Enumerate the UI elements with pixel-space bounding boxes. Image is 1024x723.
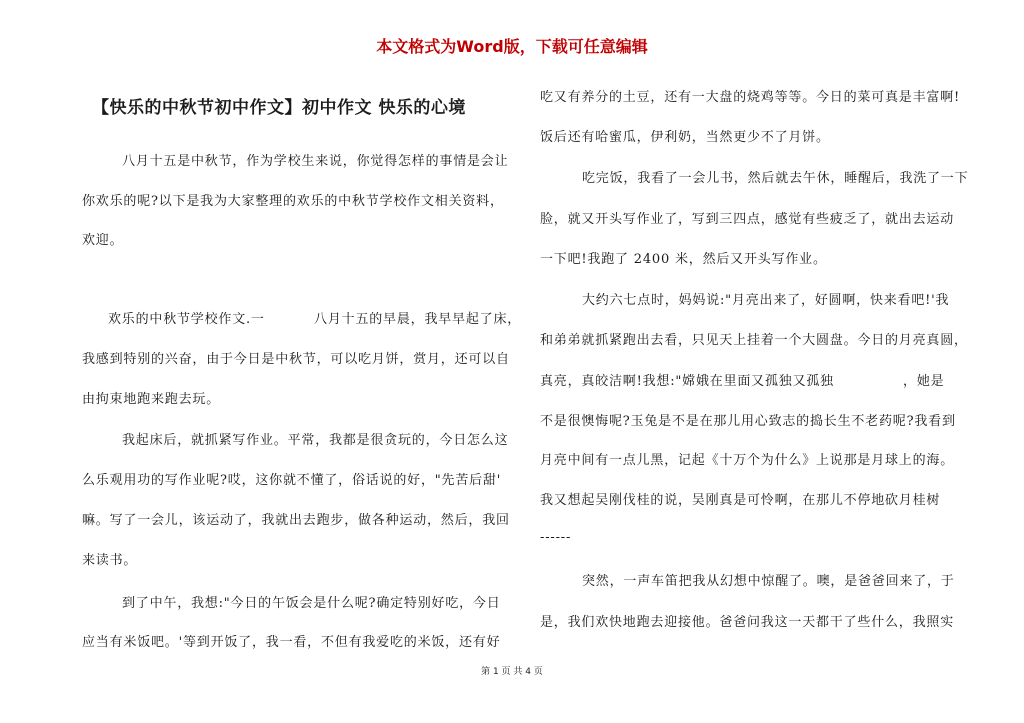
text-line: 饭后还有哈蜜瓜，伊利奶，当然更少不了月饼。: [540, 130, 830, 145]
format-banner: 本文格式为Word版，下载可任意编辑: [376, 37, 648, 56]
text-line: 么乐观用功的写作业呢?哎，这你就不懂了，俗话说的好，"先苦后甜': [82, 473, 502, 488]
page-number: 第 1 页 共 4 页: [481, 667, 543, 677]
text-line: 真亮，真皎洁啊!我想:"嫦娥在里面又孤独又孤独 ，她是: [540, 374, 945, 389]
text-line: 月亮中间有一点儿黑，记起《十万个为什么》上说那是月球上的海。: [540, 453, 955, 468]
text-line: 一下吧!我跑了 2400 米，然后又开头写作业。: [540, 252, 827, 267]
text-line: 欢乐的中秋节学校作文.一 八月十五的早晨，我早早起了床，: [108, 312, 522, 327]
text-line: 大约六七点时，妈妈说:"月亮出来了，好圆啊，快来看吧!'我: [582, 293, 950, 308]
separator-dashes: ------: [540, 530, 572, 545]
text-line: 来读书。: [82, 553, 138, 568]
text-line: 应当有米饭吧。'等到开饭了，我一看，不但有我爱吃的米饭，还有好: [82, 635, 501, 650]
text-line: 八月十五是中秋节，作为学校生来说，你觉得怎样的事情是会让: [122, 154, 509, 169]
text-line: 是，我们欢快地跑去迎接他。爸爸问我这一天都干了些什么，我照实: [540, 615, 955, 630]
text-line: 由拘束地跑来跑去玩。: [82, 392, 221, 407]
document-title: 【快乐的中秋节初中作文】初中作文 快乐的心境: [92, 98, 466, 118]
text-line: 和弟弟就抓紧跑出去看，只见天上挂着一个大圆盘。今日的月亮真圆，: [540, 333, 968, 348]
text-line: 突然，一声车笛把我从幻想中惊醒了。噢，是爸爸回来了，于: [582, 574, 955, 589]
text-line: 到了中午，我想:"今日的午饭会是什么呢?确定特别好吃，今日: [122, 596, 501, 611]
text-line: 嘛。写了一会儿，该运动了，我就出去跑步，做各种运动，然后，我回: [82, 513, 510, 528]
text-line: 我起床后，就抓紧写作业。平常，我都是很贪玩的，今日怎么这: [122, 433, 509, 448]
text-line: 吃又有养分的土豆，还有一大盘的烧鸡等等。今日的菜可真是丰富啊!: [540, 90, 961, 105]
text-line: 我感到特别的兴奋，由于今日是中秋节，可以吃月饼，赏月，还可以自: [82, 352, 510, 367]
text-line: 不是很懊悔呢?玉兔是不是在那儿用心致志的捣长生不老药呢?我看到: [540, 414, 956, 429]
text-line: 欢迎。: [82, 233, 124, 248]
text-line: 你欢乐的呢?以下是我为大家整理的欢乐的中秋节学校作文相关资料，: [82, 194, 504, 209]
text-line: 吃完饭，我看了一会儿书，然后就去午休，睡醒后，我洗了一下: [582, 171, 969, 186]
text-line: 我又想起吴刚伐桂的说，吴刚真是可怜啊，在那儿不停地砍月桂树: [540, 493, 941, 508]
text-line: 脸，就又开头写作业了，写到三四点，感觉有些疲乏了，就出去运动: [540, 212, 955, 227]
